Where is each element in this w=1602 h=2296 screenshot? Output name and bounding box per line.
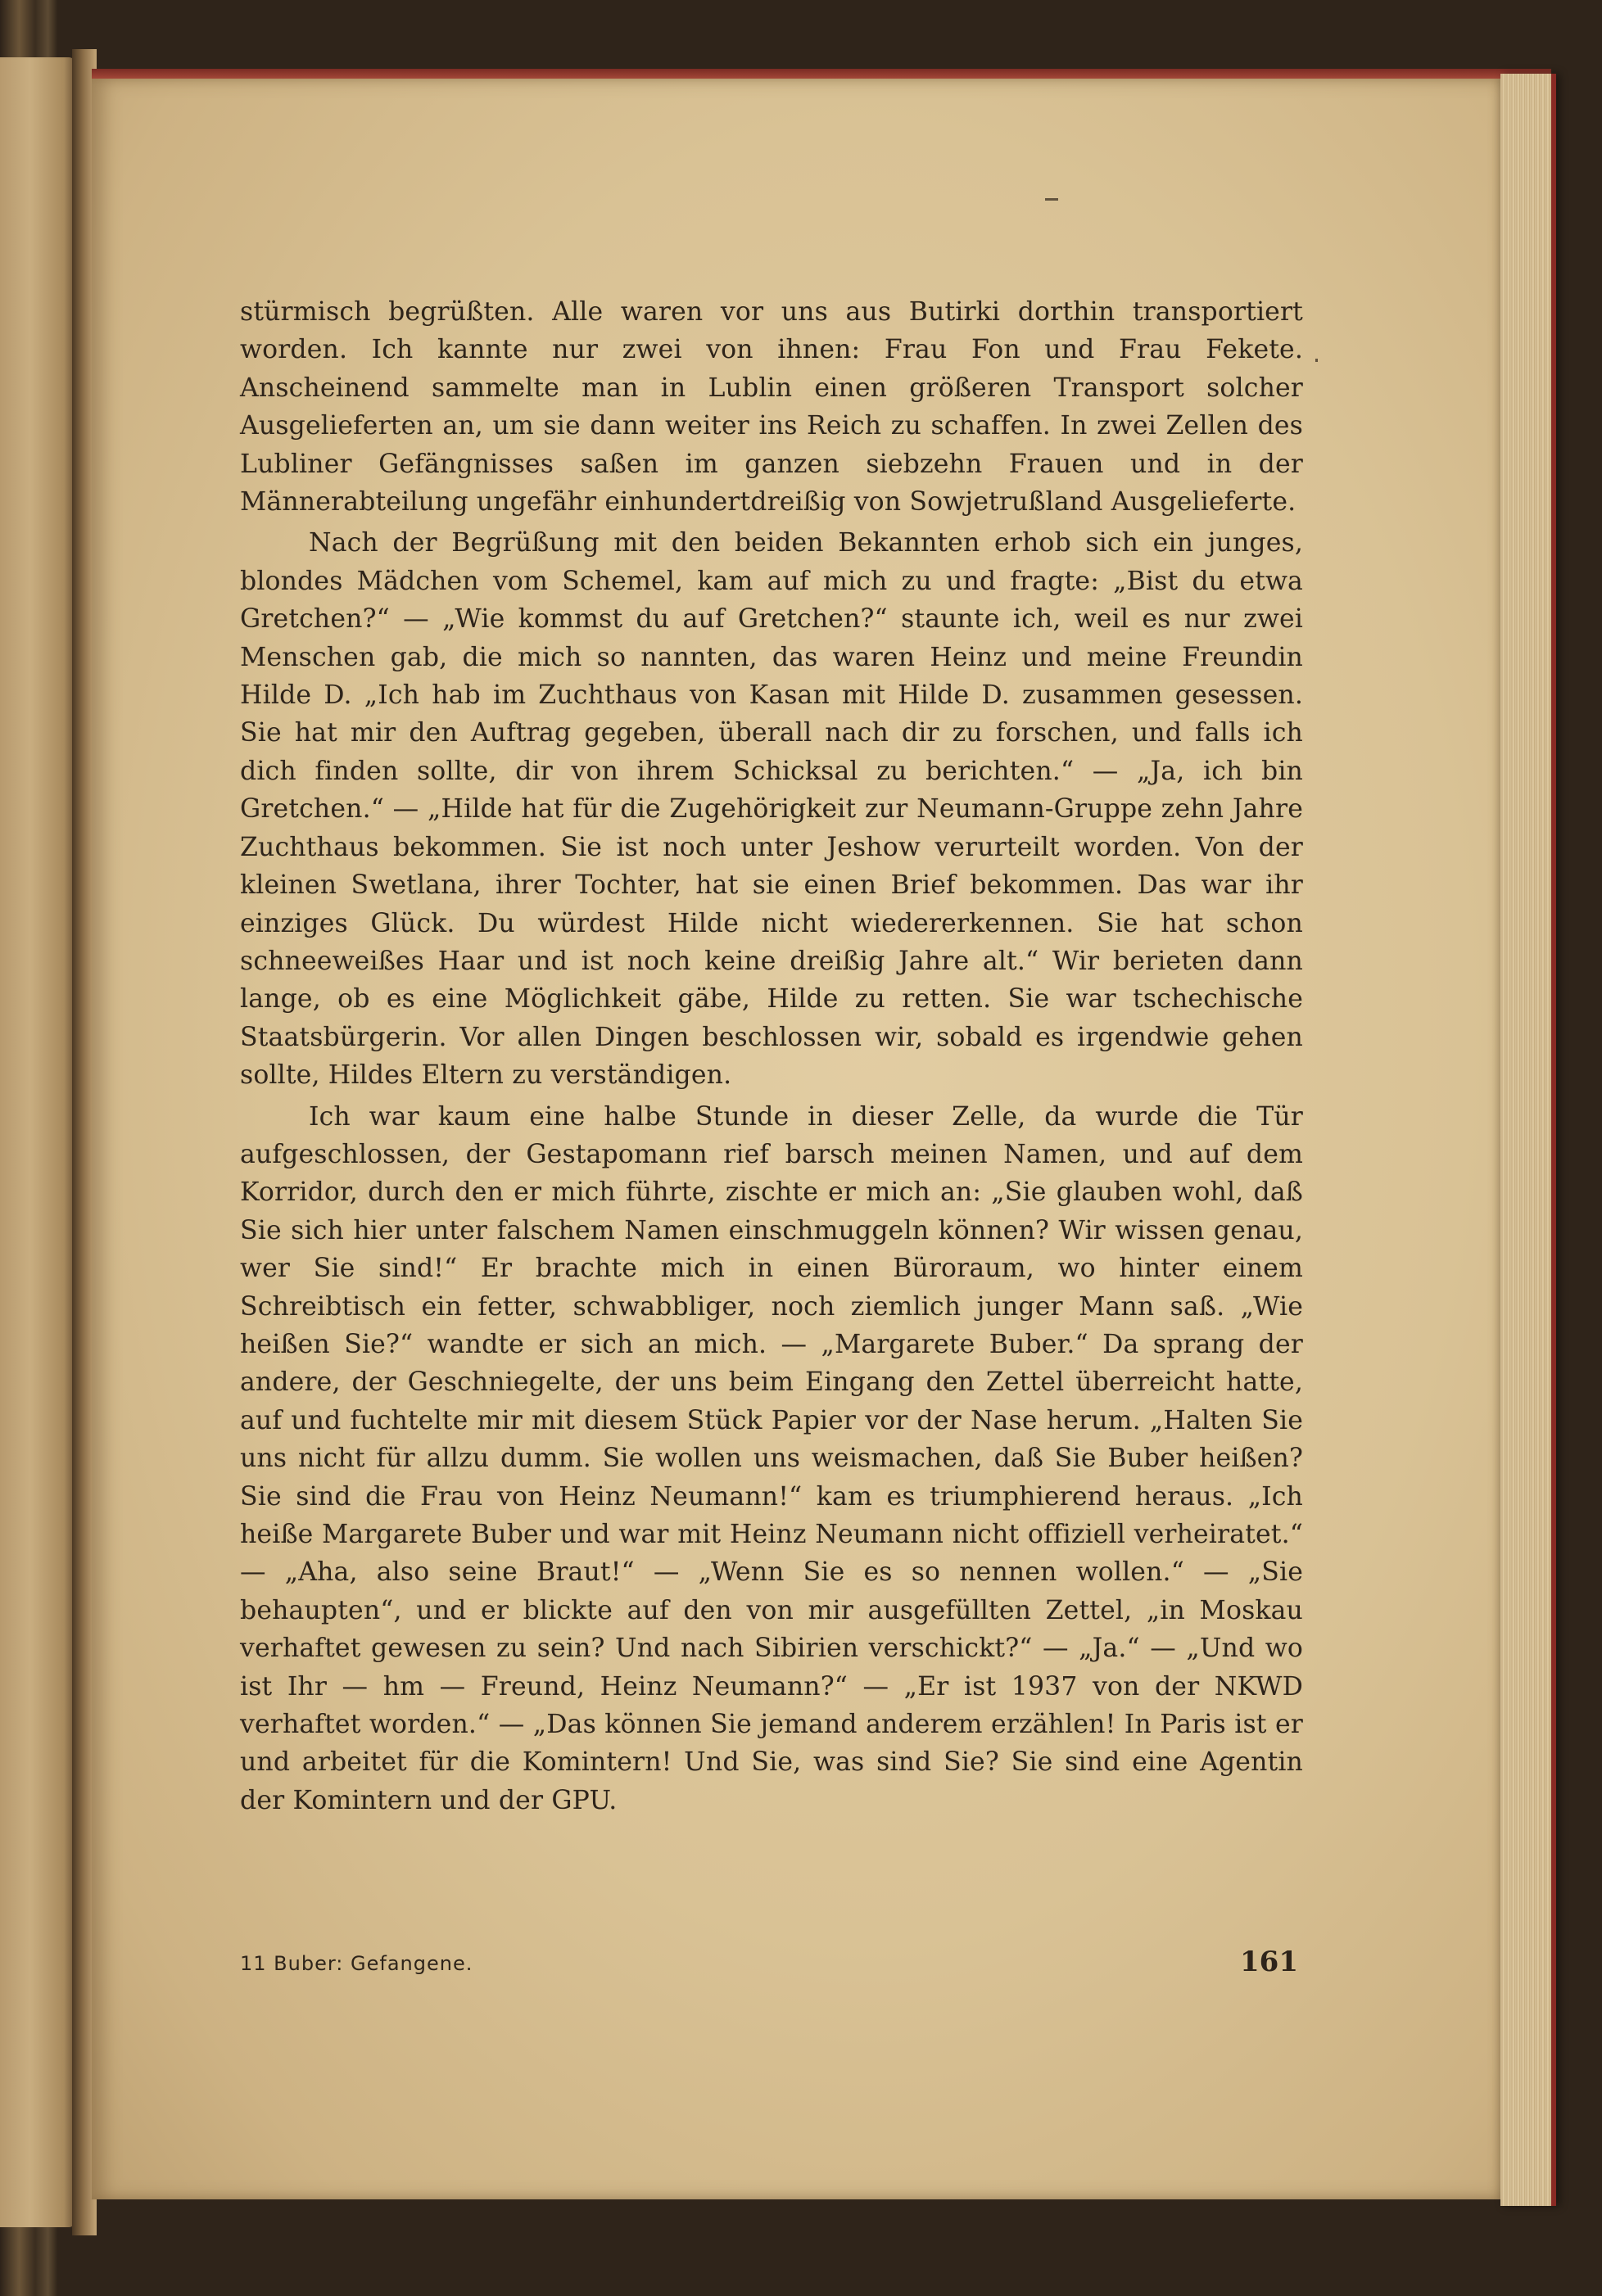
page-stack-edge (1500, 74, 1556, 2206)
body-text (240, 293, 1303, 1819)
footer-signature: 11 Buber: Gefangene. (240, 1952, 473, 1975)
ink-speck (1045, 198, 1058, 201)
previous-page-edge (0, 57, 75, 2227)
paragraph-3: Ich war kaum eine halbe Stunde in dieser Zelle, da wurde die Tür aufgeschlossen, der Gestapomann rief barsch meinen Namen, und auf dem Korridor, durch den er mich führte, zischte er mich an: „Sie glauben wohl, daß Sie sich hier unter falschem Namen einschmuggeln können? Wir wissen genau, wer Sie sind!“ Er brachte mich in einen Büroraum, wo hinter einem Schreibtisch ein fetter, schwabbliger, noch ziemlich junger Mann saß. „Wie heißen Sie?“ wandte er sich an mich. — „Margarete Buber.“ Da sprang der andere, der Geschniegelte, der uns beim Eingang den Zettel überreicht hatte, auf und fuchtelte mir mit diesem Stück Papier vor der Nase herum. „Halten Sie uns nicht für allzu dumm. Sie wollen uns weismachen, daß Sie Buber heißen? Sie sind die Frau von Heinz Neumann!“ kam es triumphierend heraus. „Ich heiße Margarete Buber und war mit Heinz Neumann nicht offiziell verheiratet.“ — „Aha, also seine Braut!“ — „Wenn Sie es so nennen wollen.“ — „Sie behaupten“, und er blickte auf den von mir ausgefüllten Zettel, „in Moskau verhaftet gewesen zu sein? Und nach Sibirien verschickt?“ — „Ja.“ — „Und wo ist Ihr — hm — Freund, Heinz Neumann?“ — „Er ist 1937 von der NKWD verhaftet worden.“ — „Das können Sie jemand anderem erzählen! In Paris ist er und arbeitet für die Komintern! Und Sie, was sind Sie? Sie sind eine Agentin der Komintern und der GPU. (240, 1101, 1303, 1815)
paragraph-1: stürmisch begrüßten. Alle waren vor uns aus Butirki dorthin transportiert worden. Ich kannte nur zwei von ihnen: Frau Fon und Frau Fekete. Anscheinend sammelte man in Lublin einen größeren Transport solcher Ausgelieferten an, um sie dann weiter ins Reich zu schaffen. In zwei Zellen des Lubliner Gefängnisses saßen im ganzen siebzehn Frauen und in der Männerabteilung ungefähr einhundertdreißig von Sowjetrußland Ausgelieferte. (240, 297, 1303, 518)
page-footer (240, 1946, 1303, 1986)
page-number: 161 (1240, 1946, 1298, 1978)
ink-speck (1315, 359, 1318, 362)
paragraph-2: Nach der Begrüßung mit den beiden Bekannten erhob sich ein junges, blondes Mädchen vom Schemel, kam auf mich zu und fragte: „Bist du etwa Gretchen?“ — „Wie kommst du auf Gretchen?“ staunte ich, weil es nur zwei Menschen gab, die mich so nannten, das waren Heinz und meine Freundin Hilde D. „Ich hab im Zuchthaus von Kasan mit Hilde D. zusammen gesessen. Sie hat mir den Auftrag gegeben, überall nach dir zu forschen, und falls ich dich finden sollte, dir von ihrem Schicksal zu berichten.“ — „Ja, ich bin Gretchen.“ — „Hilde hat für die Zugehörigkeit zur Neumann-Gruppe zehn Jahre Zuchthaus bekommen. Sie ist noch unter Jeshow verurteilt worden. Von der kleinen Swetlana, ihrer Tochter, hat sie einen Brief bekommen. Das war ihr einziges Glück. Du würdest Hilde nicht wiedererkennen. Sie hat schon schneeweißes Haar und ist noch keine dreißig Jahre alt.“ Wir berieten dann lange, ob es eine Möglichkeit gäbe, Hilde zu retten. Sie war tschechische Staatsbürgerin. Vor allen Dingen beschlossen wir, sobald es irgendwie gehen sollte, Hildes Eltern zu verständigen. (240, 528, 1303, 1091)
